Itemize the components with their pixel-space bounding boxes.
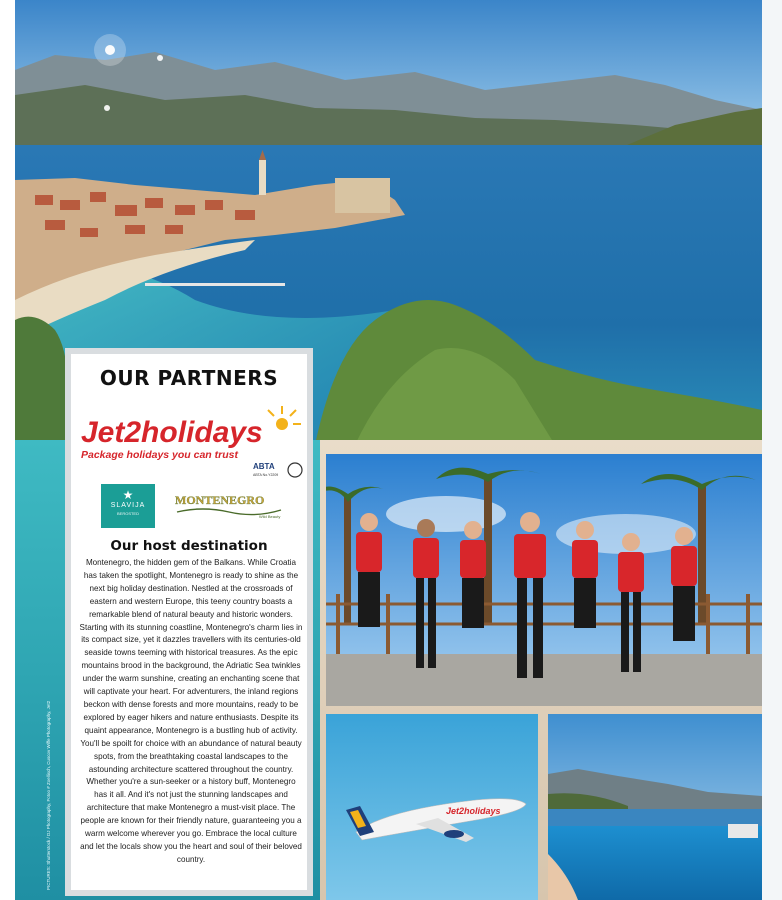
montenegro-wild-beauty-logo <box>173 490 287 520</box>
svg-text:Package holidays you can trust: Package holidays you can trust <box>81 449 238 461</box>
star-icon: ★ <box>122 488 134 502</box>
atol-badge-icon <box>288 463 302 477</box>
svg-text:ABTA: ABTA <box>253 462 275 471</box>
slavija-sub: BEROSTED <box>116 511 139 516</box>
partner-logos-row <box>101 484 301 532</box>
host-destination-heading: Our host destination <box>110 538 268 554</box>
photo-credit-text: PICTURES: Shutterstock / DJ Photography, Fotoo # Zoellisch, Cuscov Wiffe Photography, Jet2 <box>46 700 51 890</box>
plane-livery: Jet2holidays <box>446 806 501 816</box>
svg-text:ABTA No.Y2209: ABTA No.Y2209 <box>253 473 279 477</box>
page-margin-left <box>0 0 15 900</box>
page-margin-right <box>762 0 782 900</box>
jet2holidays-logo <box>77 402 309 478</box>
slavija-logo <box>101 484 155 528</box>
jet2-plane-photo <box>326 714 538 900</box>
partners-title: OUR PARTNERS <box>99 366 279 390</box>
svg-text:MONTENEGRO: MONTENEGRO <box>175 493 265 507</box>
svg-text:Wild Beauty: Wild Beauty <box>259 514 281 519</box>
jet2-staff-photo <box>326 454 762 706</box>
partners-card <box>65 348 313 896</box>
svg-text:Jet2holidays: Jet2holidays <box>81 416 263 449</box>
photo-credit <box>46 650 66 890</box>
host-destination-body: Montenegro, the hidden gem of the Balkans. While Croatia has taken the spotlight, Montenegro is ready to shine as the next big holiday destination. Nestled at the crossroads of eastern and western Europe, this teeny country boasts a remarkable blend of natural beauty and historic wonders. Starting with its stunning coastline, Montenegro's charm lies in its compact size, yet it dazzles travellers with its centuries-old seaside towns teeming with historical treasures. As the epic mountains brood in the background, the Adriatic Sea twinkles under the warm sunshine, creating an enchanting scene that will captivate your heart. For adventurers, the inland regions beckon with dense forests and more mountains, ready to be explored by eager hikers and nature enthusiasts. Despite its quaint appearance, Montenegro is a bustling hub of activity. You'll be spoilt for choice with an abundance of natural beauty spots, from the breathtaking coastal landscapes to the astounding architecture scattered throughout the country. Whether you're a sun-seeker or a history buff, Montenegro has it all. And it's not just the stunning landscapes and architecture that make Montenegro a must-visit place. The people are known for their friendly nature, guaranteeing you a warm welcome wherever you go. Embrace the local culture and let the locals show you the heart and soul of their beloved country. <box>79 558 303 864</box>
slavija-name: SLAVIJA <box>110 502 146 509</box>
infinity-pool-photo <box>548 714 762 900</box>
